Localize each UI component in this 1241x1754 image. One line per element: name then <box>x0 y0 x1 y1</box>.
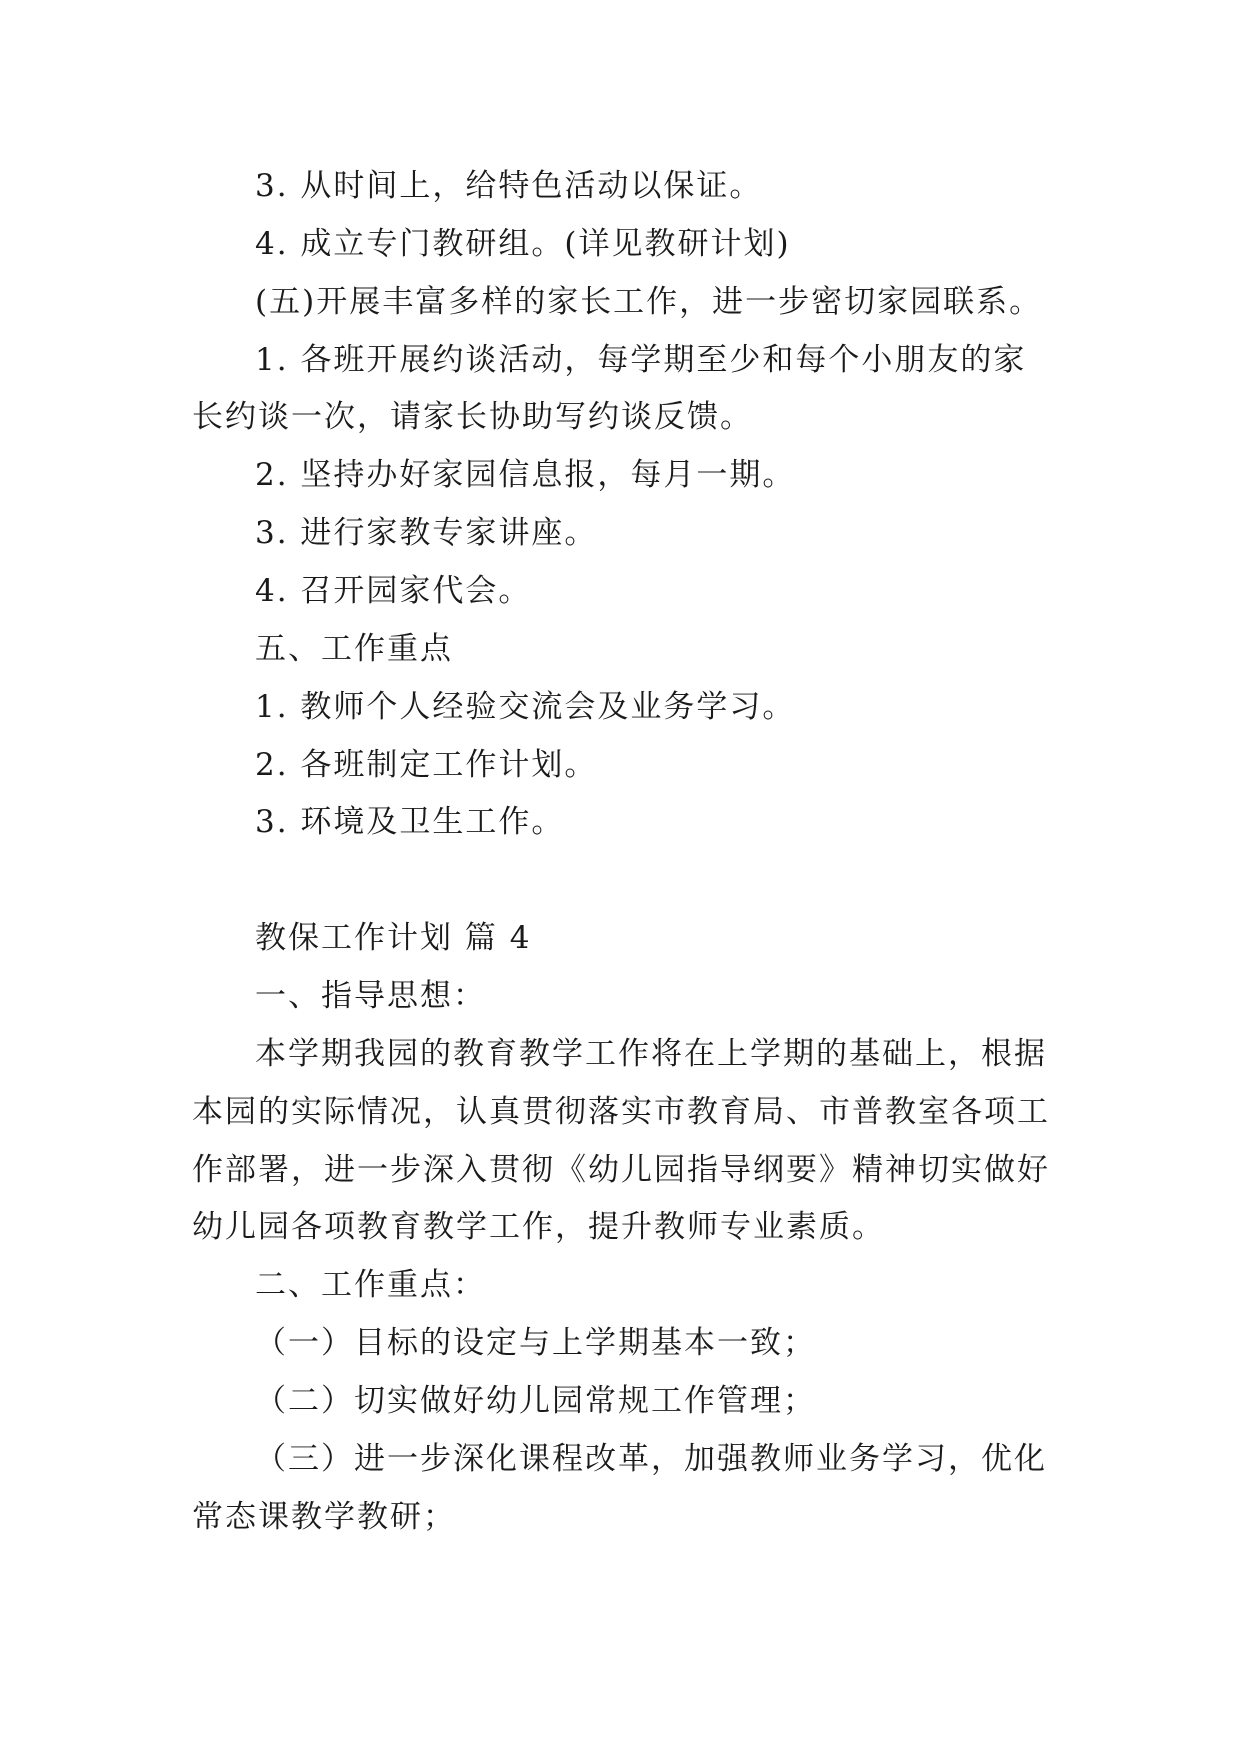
text-line: (五)开展丰富多样的家长工作，进一步密切家园联系。 <box>255 284 1043 320</box>
text-line: 4. 召开园家代会。 <box>255 573 532 609</box>
text-line: 4. 成立专门教研组。(详见教研计划) <box>255 226 791 262</box>
text-line: 作部署，进一步深入贯彻《幼儿园指导纲要》精神切实做好 <box>192 1152 1050 1188</box>
text-line: 常态课教学教研； <box>192 1499 456 1535</box>
section-heading: 一、指导思想： <box>255 978 486 1014</box>
text-line: 3. 进行家教专家讲座。 <box>255 515 598 551</box>
text-line: 3. 从时间上，给特色活动以保证。 <box>255 168 763 204</box>
text-line: （一）目标的设定与上学期基本一致； <box>255 1325 816 1361</box>
text-line: 3. 环境及卫生工作。 <box>255 804 565 840</box>
article-title: 教保工作计划 篇 4 <box>255 920 532 956</box>
section-heading: 五、工作重点 <box>255 631 453 667</box>
text-line: （三）进一步深化课程改革，加强教师业务学习，优化 <box>255 1441 1047 1477</box>
text-line: 本园的实际情况，认真贯彻落实市教育局、市普教室各项工 <box>192 1094 1050 1130</box>
text-line: 长约谈一次，请家长协助写约谈反馈。 <box>192 399 753 435</box>
text-line: 本学期我园的教育教学工作将在上学期的基础上，根据 <box>255 1036 1047 1072</box>
text-line: 2. 各班制定工作计划。 <box>255 747 598 783</box>
text-line: 幼儿园各项教育教学工作，提升教师专业素质。 <box>192 1209 885 1245</box>
section-heading: 二、工作重点： <box>255 1267 486 1303</box>
text-line: 1. 教师个人经验交流会及业务学习。 <box>255 689 796 725</box>
text-line: （二）切实做好幼儿园常规工作管理； <box>255 1383 816 1419</box>
text-line: 2. 坚持办好家园信息报，每月一期。 <box>255 457 796 493</box>
text-line: 1. 各班开展约谈活动，每学期至少和每个小朋友的家 <box>255 342 1027 378</box>
